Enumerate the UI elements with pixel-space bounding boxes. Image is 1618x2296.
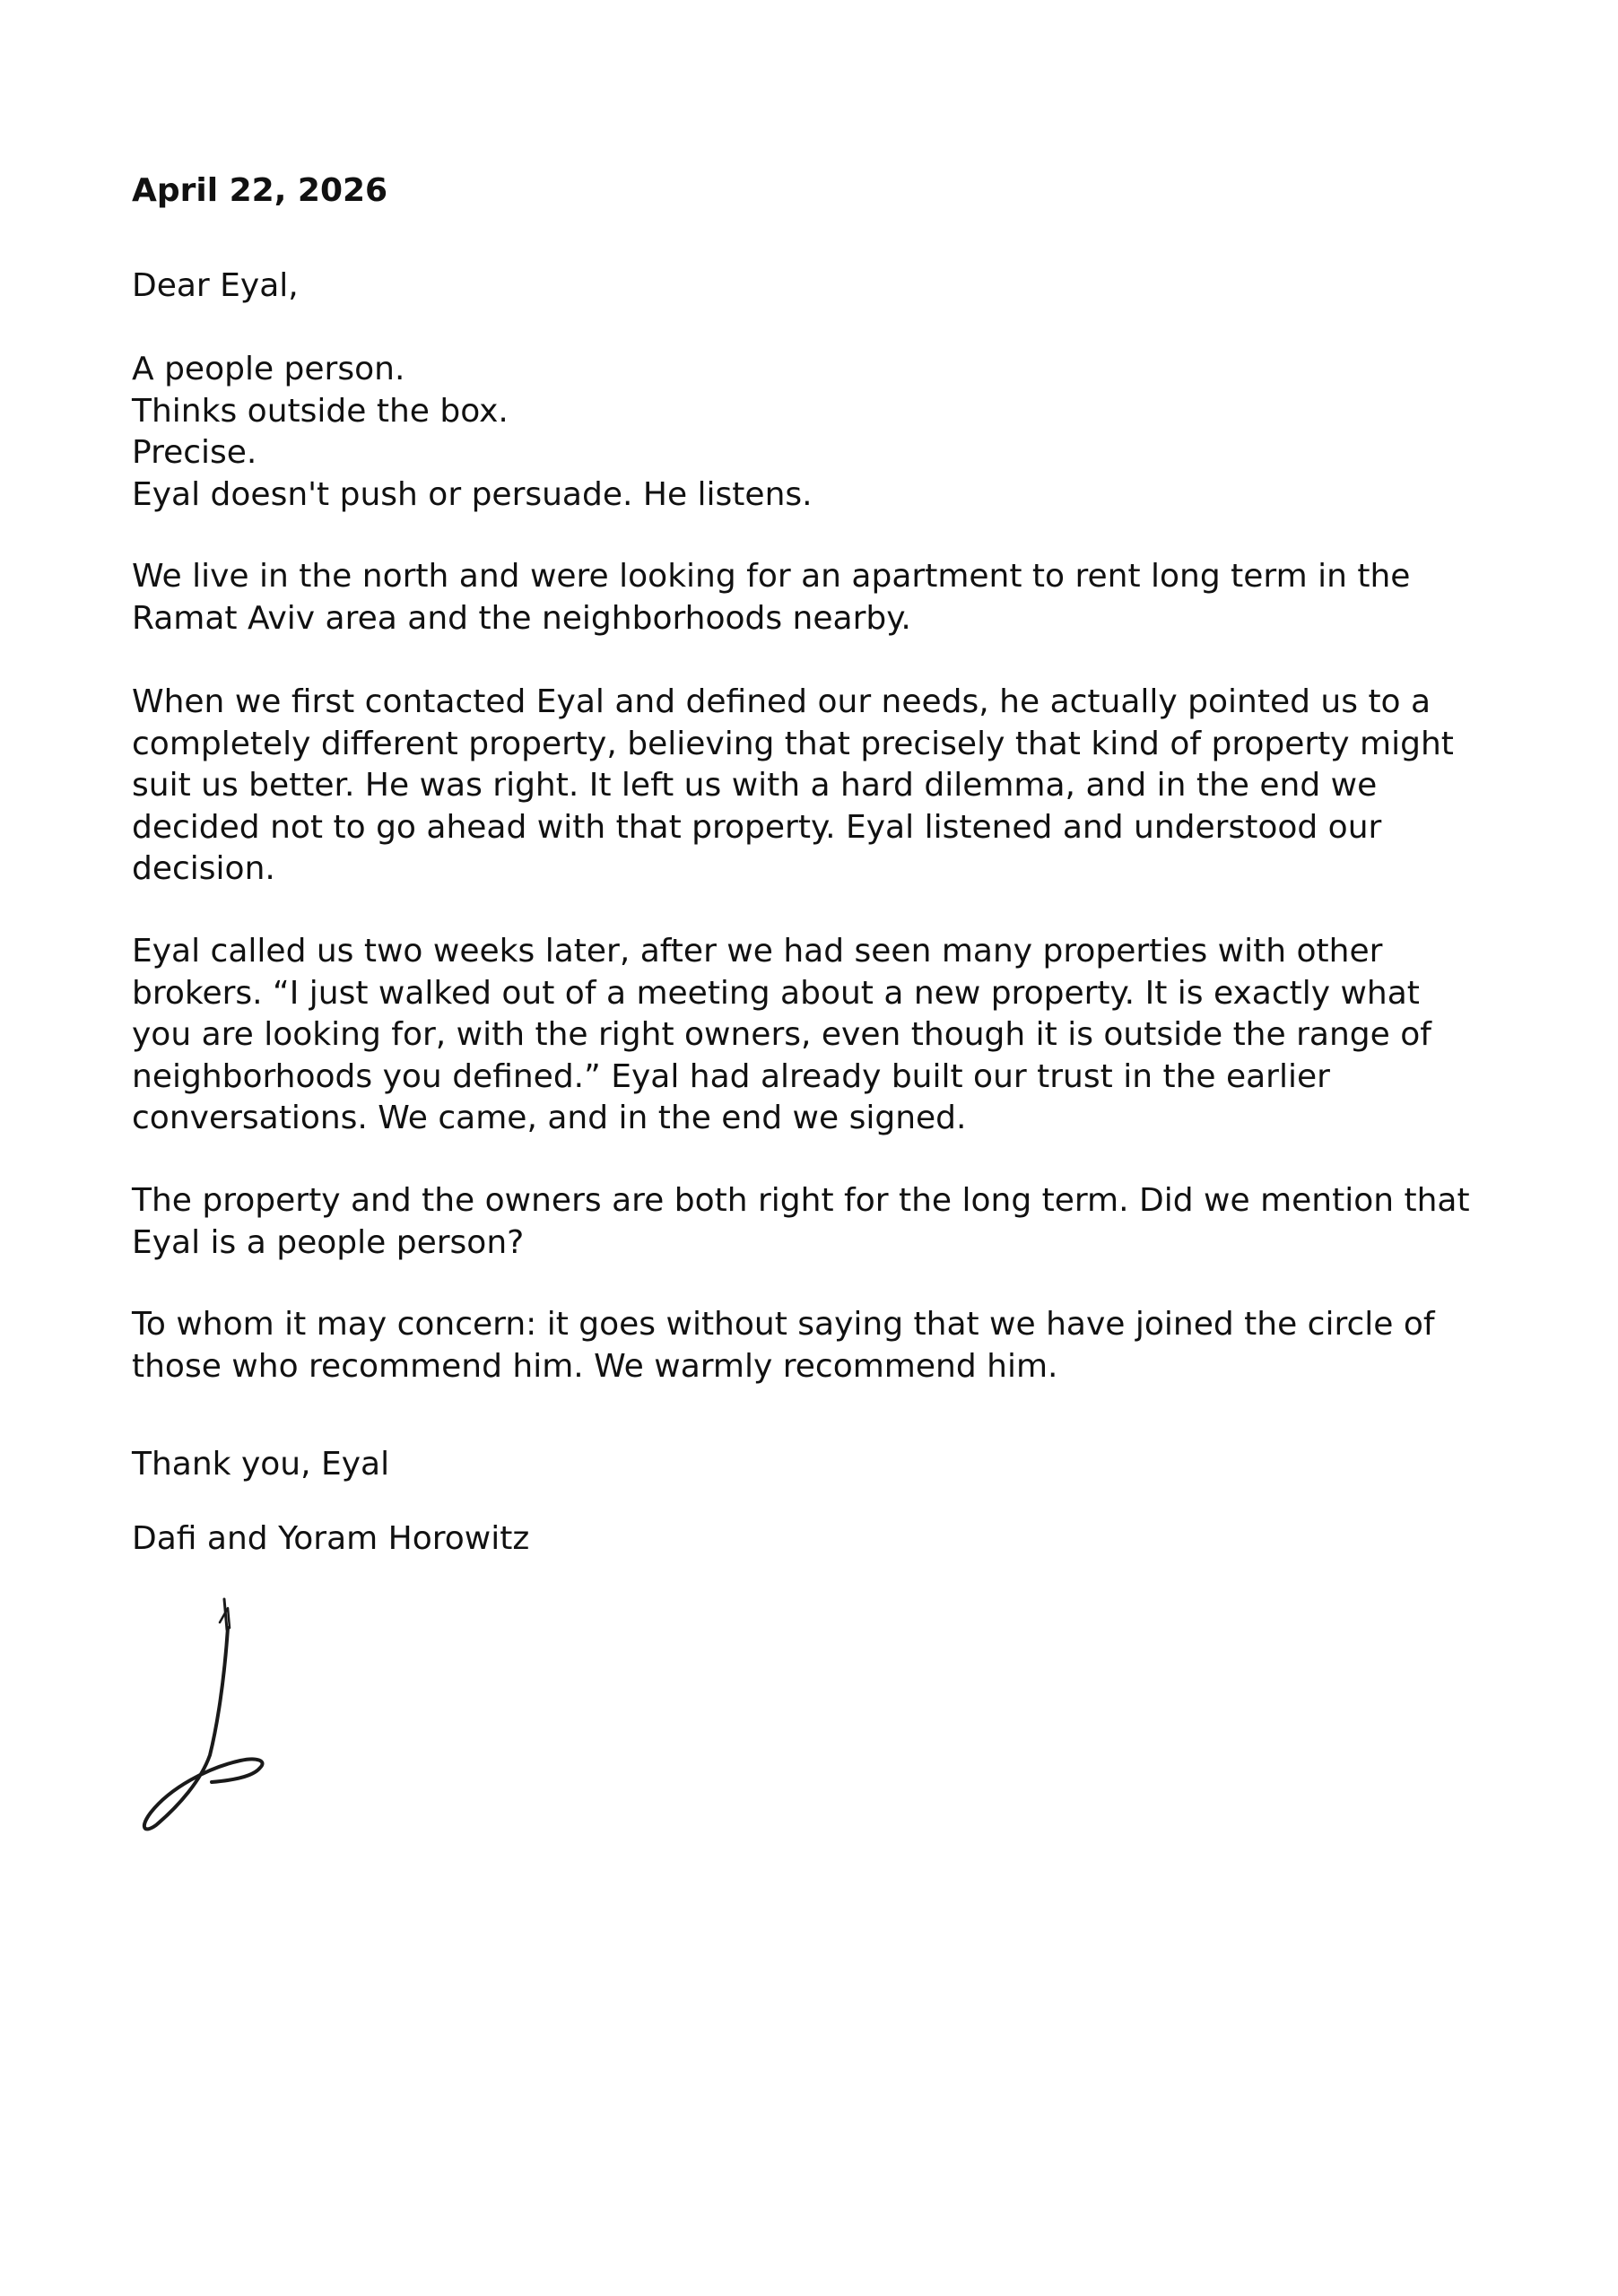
paragraph-line: The property and the owners are both right for the long term. Did we mention that: [132, 1182, 1470, 1219]
trait-line: Precise.: [132, 434, 257, 471]
paragraph-line: When we first contacted Eyal and defined our needs, he actually pointed us to a: [132, 683, 1431, 720]
paragraph-line: To whom it may concern: it goes without saying that we have joined the circle of: [132, 1306, 1435, 1343]
paragraph-long-term: [132, 1180, 1470, 1264]
traits-list: [132, 349, 813, 516]
paragraph-line: brokers. “I just walked out of a meeting about a new property. It is exactly what: [132, 974, 1420, 1012]
letter-date: April 22, 2026: [132, 172, 388, 209]
trait-line: Eyal doesn't push or persuade. He listens.: [132, 475, 813, 513]
paragraph-line: suit us better. He was right. It left us with a hard dilemma, and in the end we: [132, 767, 1378, 804]
closing-line: Thank you, Eyal: [132, 1446, 390, 1483]
paragraph-line: neighborhoods you defined.” Eyal had already built our trust in the earlier: [132, 1057, 1330, 1095]
paragraph-line: Eyal is a people person?: [132, 1223, 525, 1261]
paragraph-line: decided not to go ahead with that property. Eyal listened and understood our: [132, 808, 1382, 846]
paragraph-search: [132, 556, 1410, 639]
paragraph-first-contact: [132, 682, 1454, 891]
paragraph-line: Eyal called us two weeks later, after we had seen many properties with other: [132, 933, 1383, 970]
paragraph-line: you are looking for, with the right owners, even though it is outside the range of: [132, 1016, 1431, 1053]
paragraph-line: those who recommend him. We warmly recommend him.: [132, 1347, 1058, 1385]
handwritten-signature: [135, 1592, 269, 1834]
paragraph-recommendation: [132, 1304, 1435, 1387]
paragraph-line: Ramat Aviv area and the neighborhoods nearby.: [132, 599, 911, 637]
salutation: Dear Eyal,: [132, 267, 299, 304]
paragraph-call-back: [132, 931, 1431, 1140]
paragraph-line: conversations. We came, and in the end we signed.: [132, 1100, 967, 1136]
paragraph-line: decision.: [132, 850, 275, 887]
signers-name: Dafi and Yoram Horowitz: [132, 1520, 530, 1557]
paragraph-line: We live in the north and were looking for an apartment to rent long term in the: [132, 558, 1411, 595]
trait-line: Thinks outside the box.: [132, 392, 509, 430]
paragraph-line: completely different property, believing that precisely that kind of property might: [132, 725, 1454, 762]
trait-line: A people person.: [132, 351, 405, 387]
